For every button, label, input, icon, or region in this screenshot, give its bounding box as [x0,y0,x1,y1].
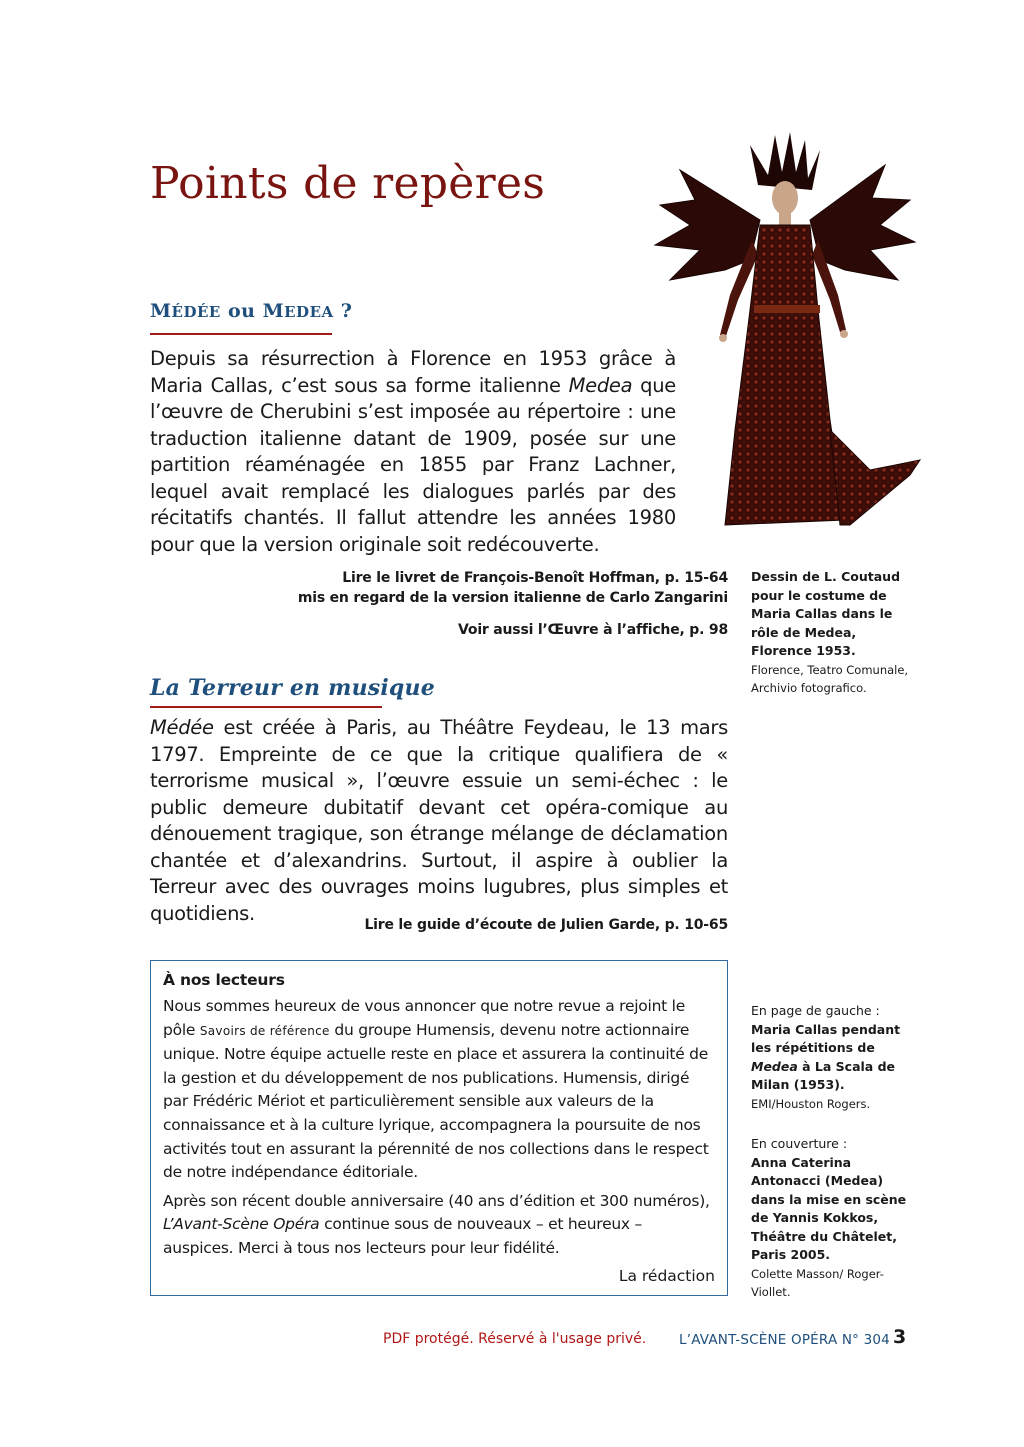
page-title: Points de repères [150,158,546,209]
section-body-medee: Depuis sa résurrection à Florence en 1953 grâce à Maria Callas, c’est sous sa forme italienne Medea que l’œuvre de Cherubini s’est imposée au répertoire : une traduction italienne datant de 1909, posée sur une partition réaménagée en 1855 par Franz Lachner, lequel avait remplacé les dialogues parlés par des récitatifs chantés. Il fallut attendre les années 1980 pour que la version originale soit redécouverte. [150,347,676,556]
reference-livret-detail: mis en regard de la version italienne de Carlo Zangarini [297,590,728,606]
section-body-terreur: Médée est créée à Paris, au Théâtre Feydeau, le 13 mars 1797. Empreinte de ce que la critique qualifiera de « terrorisme musical », l’œuvre essuie un semi-échec : le public demeure dubitatif devant cet opéra-comique au dénouement tragique, son étrange mélange de déclamation chantée et d’alexandrins. Surtout, il aspire à oublier la Terreur avec des ouvrages moins lugubres, plus simples et quotidiens. [150,716,728,925]
reference-guide-ecoute: Lire le guide d’écoute de Julien Garde, p. 10-65 [364,917,728,933]
caption-costume: Dessin de L. Coutaud pour le costume de Maria Callas dans le rôle de Medea, Florence 1953. Florence, Teatro Comunale, Archivio fotografico. [751,569,909,695]
caption-cover: En couverture : Anna Caterina Antonacci (Medea) dans la mise en scène de Yannis Kokkos, Théâtre du Châtelet, Paris 2005. Colette Masson/ Roger-Viollet. [751,1136,907,1299]
heading-underline [150,333,332,335]
notice-signature: La rédaction [618,1266,715,1285]
section-references [250,568,728,640]
heading-underline [150,706,382,708]
page-number: 3 [893,1326,907,1348]
costume-drawing [640,130,930,540]
notice-box [150,960,728,1296]
section-heading-medee: MÉDÉE ou MEDEA ? [150,300,353,322]
footer-journal-name: L’AVANT-SCÈNE OPÉRA N° 304 [679,1332,890,1348]
notice-paragraph: Après son récent double anniversaire (40 ans d’édition et 300 numéros), L’Avant-Scène Opéra continue sous de nouveaux – et heureux – auspices. Merci à tous nos lecteurs pour leur fidélité. [163,1191,710,1257]
reference-livret: Lire le livret de François-Benoît Hoffman, p. 15-64 [342,570,728,586]
footer-watermark: PDF protégé. Réservé à l'usage privé. [383,1331,647,1347]
caption-left-page: En page de gauche : Maria Callas pendant les répétitions de Medea à La Scala de Milan (1953). EMI/Houston Rogers. [751,1003,901,1111]
notice-title: À nos lecteurs [163,971,285,989]
reference-oeuvre-affiche: Voir aussi l’Œuvre à l’affiche, p. 98 [458,622,728,638]
section-heading-terreur: La Terreur en musique [150,675,435,701]
notice-paragraph: Nous sommes heureux de vous annoncer que notre revue a rejoint le pôle Savoirs de référence du groupe Humensis, devenu notre actionnaire unique. Notre équipe actuelle reste en place et assurera la continuité de la gestion et du développement de nos publications. Humensis, dirigé par Frédéric Mériot et particulièrement sensible aux valeurs de la connaissance et à la culture lyrique, accompagnera la poursuite de nos activités tout en assurant la pérennité de nos collections dans le respect de notre indépendance éditoriale. [163,997,709,1182]
